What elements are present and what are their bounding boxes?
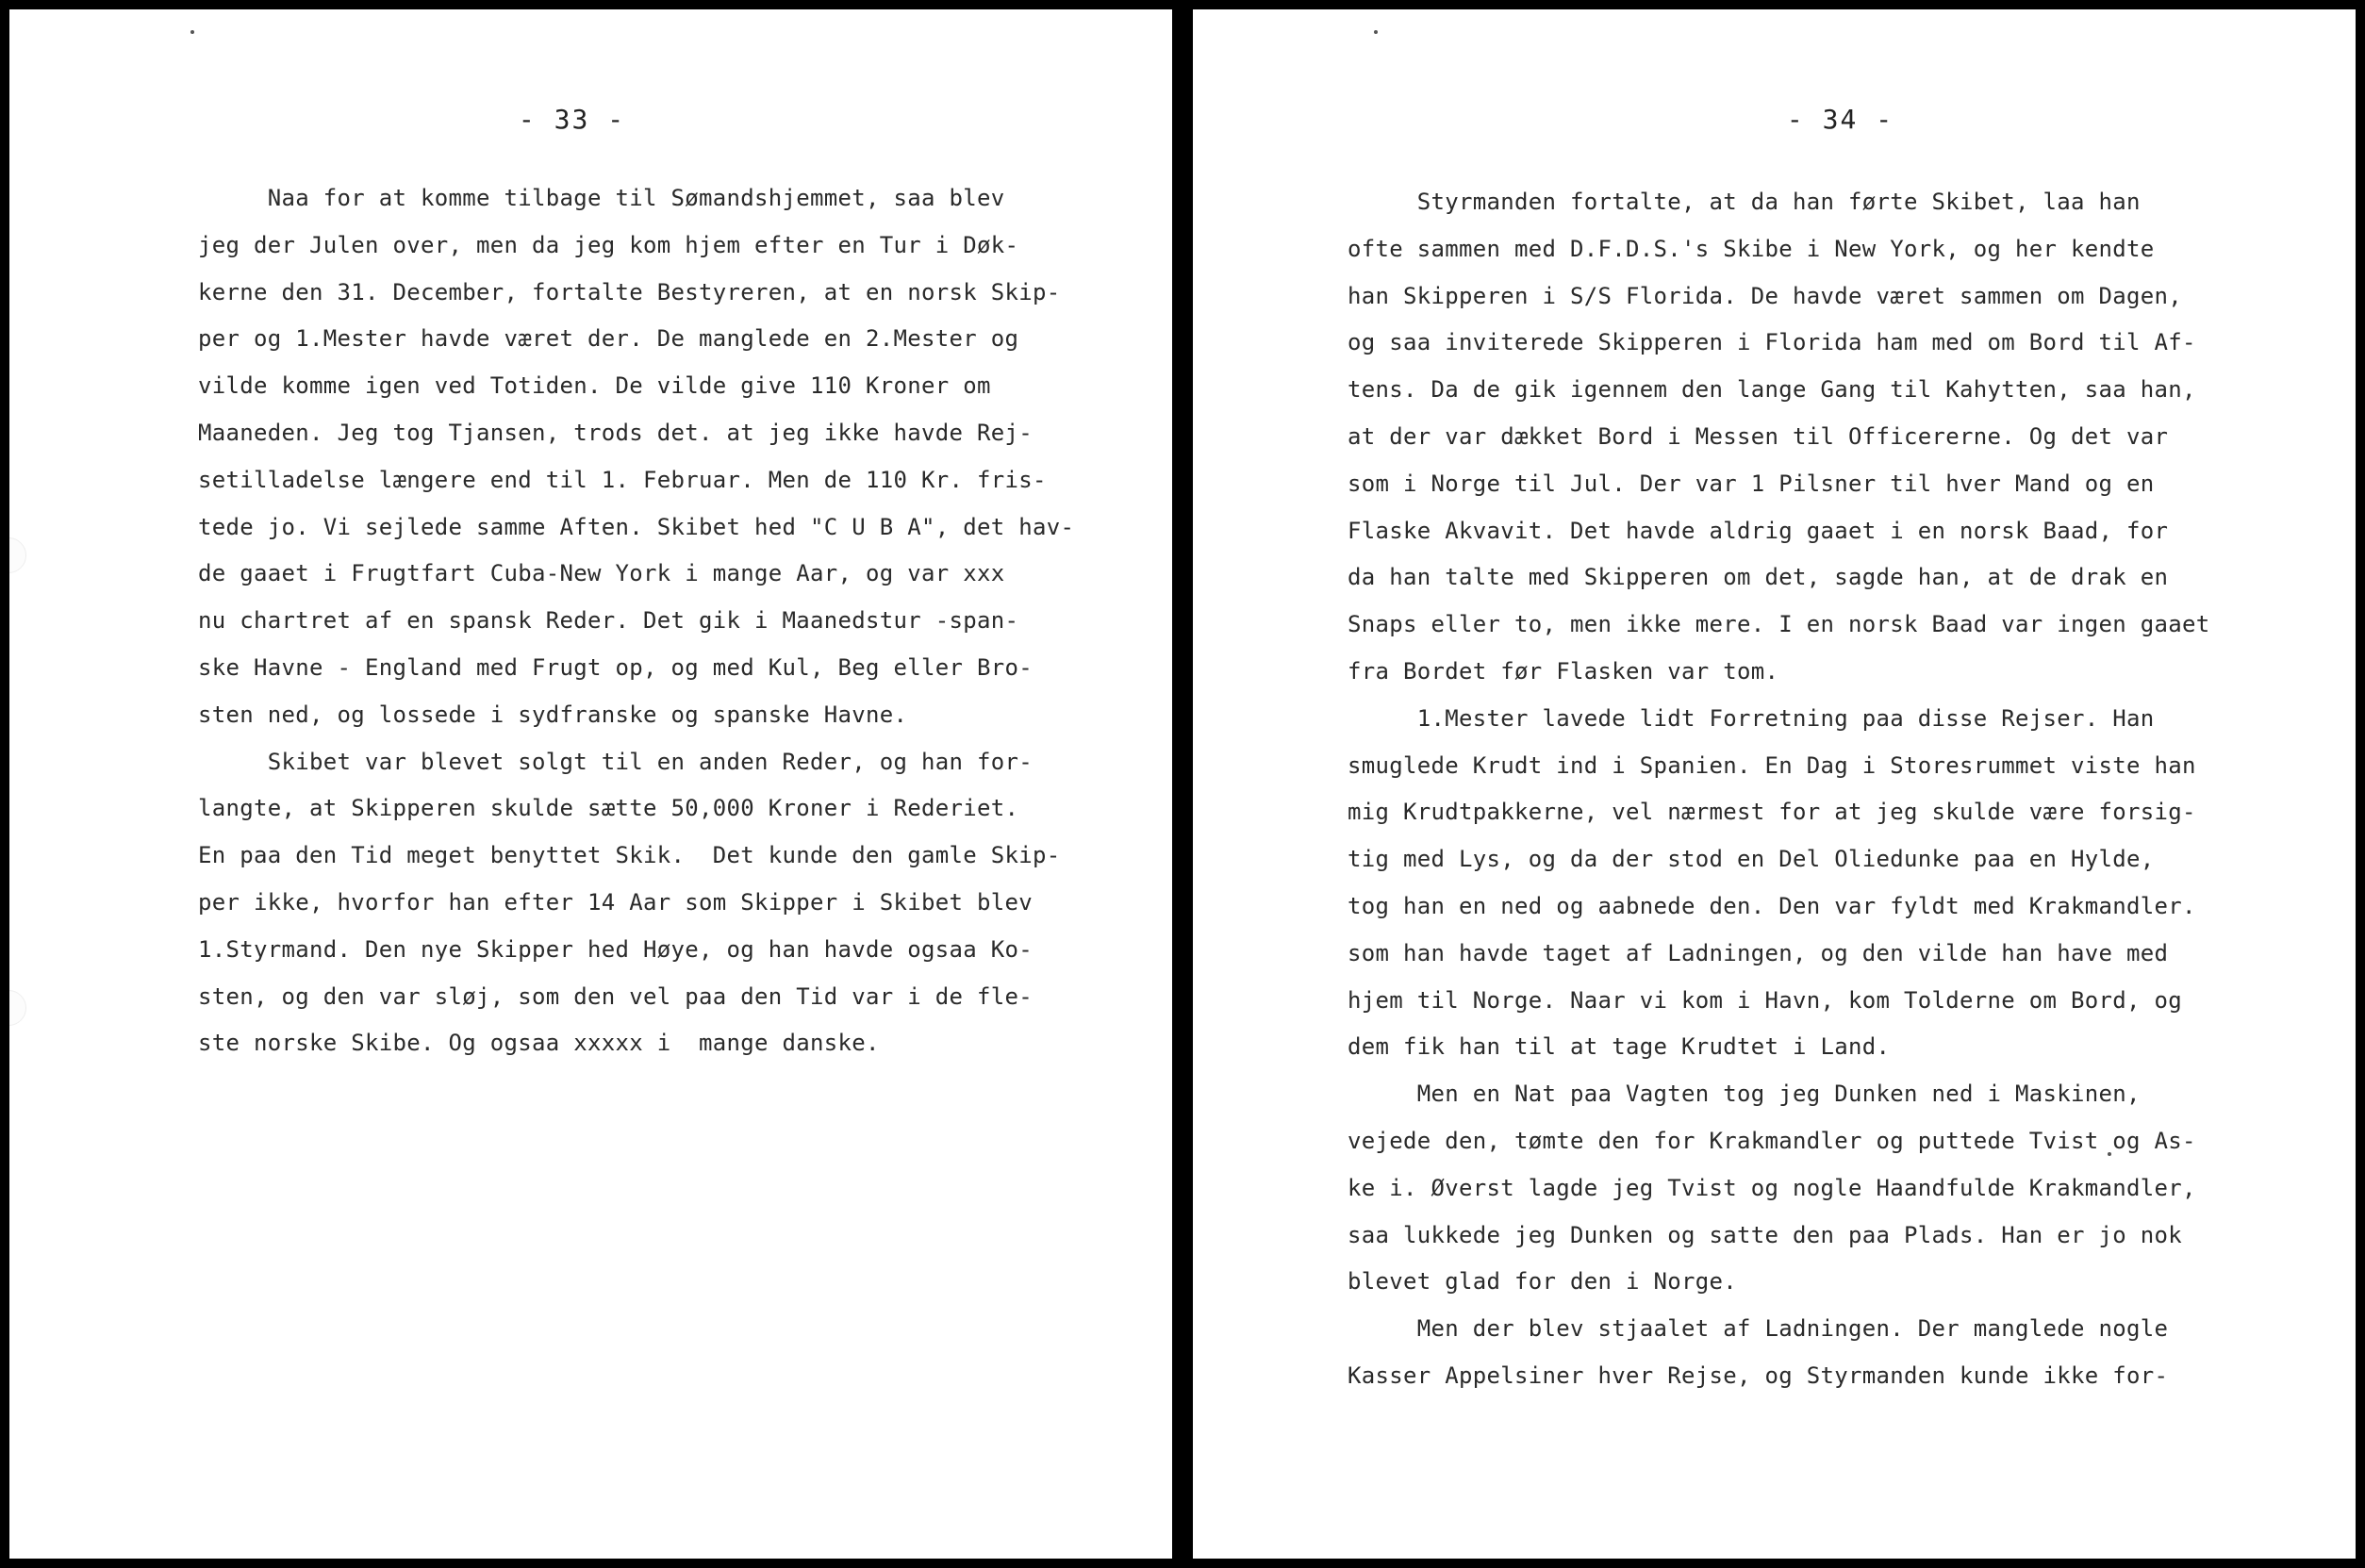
text-line: hjem til Norge. Naar vi kom i Havn, kom Tolderne om Bord, og xyxy=(1348,986,2182,1014)
text-line: 1.Mester lavede lidt Forretning paa disse Rejser. Han xyxy=(1348,704,2155,732)
text-line: Skibet var blevet solgt til en anden Reder, og han for- xyxy=(198,748,1033,775)
text-line: Naa for at komme tilbage til Sømandshjemmet, saa blev xyxy=(198,185,1005,211)
text-line: 1.Styrmand. Den nye Skipper hed Høye, og han havde ogsaa Ko- xyxy=(198,935,1033,963)
text-line: ste norske Skibe. Og ogsaa xxxxx i mange danske. xyxy=(198,1030,880,1057)
punch-hole-mark xyxy=(9,990,26,1026)
text-line: og saa inviterede Skipperen i Florida ham med om Bord til Af- xyxy=(1348,329,2196,356)
text-line: Flaske Akvavit. Det havde aldrig gaaet i en norsk Baad, for xyxy=(1348,517,2169,544)
text-line: han Skipperen i S/S Florida. De havde været sammen om Dagen, xyxy=(1348,282,2182,309)
text-line: de gaaet i Frugtfart Cuba-New York i mange Aar, og var xxx xyxy=(198,560,1005,587)
text-line: sten ned, og lossede i sydfranske og spanske Havne. xyxy=(198,701,908,728)
text-line: da han talte med Skipperen om det, sagde han, at de drak en xyxy=(1348,564,2169,591)
text-line: tig med Lys, og da der stod en Del Oliedunke paa en Hylde, xyxy=(1348,846,2155,873)
text-line: smuglede Krudt ind i Spanien. En Dag i Storesrummet viste han xyxy=(1348,751,2196,779)
text-line: vilde komme igen ved Totiden. De vilde give 110 Kroner om xyxy=(198,372,991,400)
text-line: tog han en ned og aabnede den. Den var fyldt med Krakmandler. xyxy=(1348,892,2196,919)
typed-body-text xyxy=(198,175,1150,1067)
text-line: per og 1.Mester havde været der. De manglede en 2.Mester og xyxy=(198,325,1019,353)
typed-body-text xyxy=(1348,179,2347,1400)
text-line: at der var dækket Bord i Messen til Officererne. Og det var xyxy=(1348,422,2169,450)
text-line: tede jo. Vi sejlede samme Aften. Skibet hed "C U B A", det hav- xyxy=(198,513,1075,540)
page-number: - 34 - xyxy=(1786,104,1894,135)
corner-speck xyxy=(190,30,194,34)
page-number: - 33 - xyxy=(518,104,626,135)
text-line: Men en Nat paa Vagten tog jeg Dunken ned i Maskinen, xyxy=(1348,1081,2141,1108)
text-line: kerne den 31. December, fortalte Bestyreren, at en norsk Skip- xyxy=(198,278,1061,305)
text-line: blevet glad for den i Norge. xyxy=(1348,1268,1737,1296)
text-line: vejede den, tømte den for Krakmandler og puttede Tvist og As- xyxy=(1348,1127,2196,1154)
text-line: mig Krudtpakkerne, vel nærmest for at jeg skulde være forsig- xyxy=(1348,799,2196,826)
text-line: dem fik han til at tage Krudtet i Land. xyxy=(1348,1033,1891,1061)
text-line: Snaps eller to, men ikke mere. I en norsk Baad var ingen gaaet xyxy=(1348,611,2210,638)
text-line: En paa den Tid meget benyttet Skik. Det kunde den gamle Skip- xyxy=(198,842,1061,869)
text-line: jeg der Julen over, men da jeg kom hjem efter en Tur i Døk- xyxy=(198,231,1019,258)
text-line: Kasser Appelsiner hver Rejse, og Styrmanden kunde ikke for- xyxy=(1348,1362,2169,1389)
corner-speck xyxy=(1374,30,1378,34)
text-line: som han havde taget af Ladningen, og den vilde han have med xyxy=(1348,939,2169,966)
text-line: setilladelse længere end til 1. Februar. Men de 110 Kr. fris- xyxy=(198,466,1047,493)
text-line: Styrmanden fortalte, at da han førte Skibet, laa han xyxy=(1348,189,2141,215)
text-line: langte, at Skipperen skulde sætte 50,000 Kroner i Rederiet. xyxy=(198,795,1019,822)
text-line: Men der blev stjaalet af Ladningen. Der manglede nogle xyxy=(1348,1315,2169,1343)
text-line: fra Bordet før Flasken var tom. xyxy=(1348,657,1779,685)
text-line: per ikke, hvorfor han efter 14 Aar som Skipper i Skibet blev xyxy=(198,888,1033,916)
text-line: saa lukkede jeg Dunken og satte den paa Plads. Han er jo nok xyxy=(1348,1221,2182,1248)
text-line: nu chartret af en spansk Reder. Det gik i Maanedstur -span- xyxy=(198,607,1019,635)
text-line: sten, og den var sløj, som den vel paa den Tid var i de fle- xyxy=(198,982,1033,1010)
right-document-page xyxy=(1193,9,2356,1559)
text-line: som i Norge til Jul. Der var 1 Pilsner til hver Mand og en xyxy=(1348,470,2155,497)
punch-hole-mark xyxy=(9,537,26,573)
text-line: tens. Da de gik igennem den lange Gang til Kahytten, saa han, xyxy=(1348,376,2196,404)
left-document-page xyxy=(9,9,1172,1559)
text-line: Maaneden. Jeg tog Tjansen, trods det. at jeg ikke havde Rej- xyxy=(198,419,1033,446)
text-line: ske Havne - England med Frugt op, og med Kul, Beg eller Bro- xyxy=(198,653,1033,681)
text-line: ofte sammen med D.F.D.S.'s Skibe i New York, og her kendte xyxy=(1348,235,2155,262)
text-line: ke i. Øverst lagde jeg Tvist og nogle Haandfulde Krakmandler, xyxy=(1348,1174,2196,1201)
